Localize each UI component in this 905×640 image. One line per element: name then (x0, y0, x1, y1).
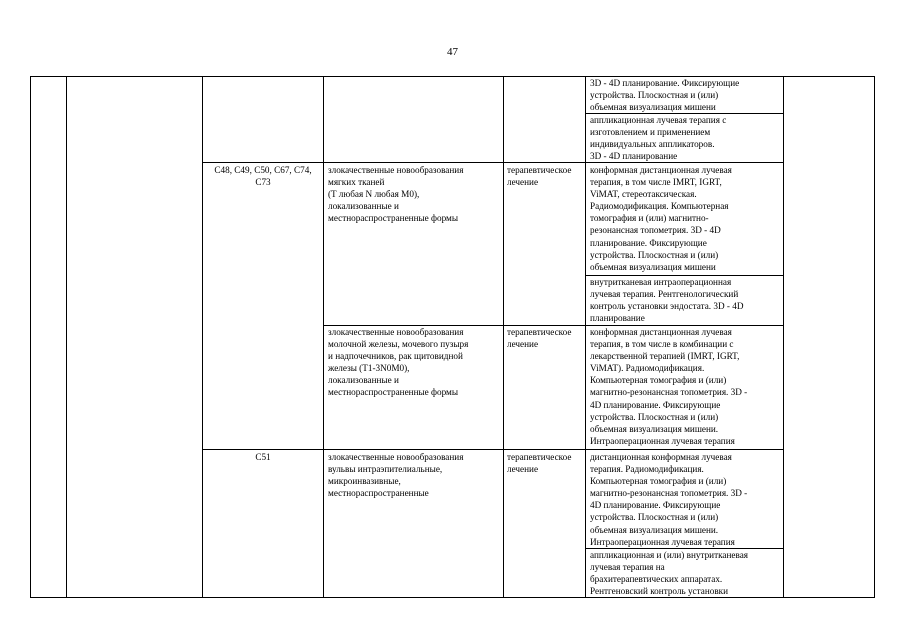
text-line: 3D - 4D планирование. Фиксирующие (590, 78, 740, 88)
methods-cell (590, 276, 744, 324)
text-line: магнитно-резонансная топометрия. 3D - (590, 488, 748, 499)
text-line: лучевая терапия. Рентгенологический (590, 289, 739, 300)
text-line: Радиомодификация. Компьютерная (590, 201, 729, 212)
text-line: объемная визуализация мишени. (590, 524, 719, 535)
text-line: 4D планирование. Фиксирующие (590, 399, 721, 410)
text-line: аппликационная и (или) внутритканевая (590, 550, 749, 560)
methods-cell (590, 164, 732, 273)
text-line: терапия, в том числе IMRT, IGRT, (590, 177, 722, 188)
diagnosis-cell (328, 451, 463, 499)
text-line: аппликационная лучевая терапия с (590, 115, 727, 125)
text-line: Компьютерная томография и (или) (590, 375, 727, 386)
text-line: конформная дистанционная лучевая (590, 327, 732, 337)
text-line: резонансная топометрия. 3D - 4D (590, 225, 721, 236)
text-line: контроль установки эндостата. 3D - 4D (590, 301, 744, 312)
methods-cell (590, 549, 748, 597)
text-line: локализованные и (328, 201, 399, 212)
text-line: объемная визуализация мишени. (590, 423, 719, 434)
text-line: молочной железы, мочевого пузыря (328, 339, 469, 350)
text-line: C48, C49, C50, C67, C74, (214, 165, 312, 175)
text-line: местнораспространенные формы (328, 213, 459, 224)
methods-cell (590, 114, 726, 162)
text-line: злокачественные новообразования (328, 165, 464, 175)
treatment-cell (507, 326, 571, 350)
icd-code-cell (203, 451, 323, 463)
text-line: лечение (507, 339, 539, 350)
text-line: объемная визуализация мишени (590, 261, 716, 272)
treatment-cell (507, 164, 571, 188)
text-line: планирование. Фиксирующие (590, 237, 707, 248)
text-line: лучевая терапия на (590, 562, 665, 573)
text-line: устройства. Плоскостная и (или) (590, 90, 719, 101)
text-line: ViMAT, стереотаксическая. (590, 189, 697, 200)
text-line: терапевтическое (507, 165, 572, 175)
text-line: 4D планирование. Фиксирующие (590, 500, 721, 511)
text-line: 3D - 4D планирование (590, 151, 678, 162)
text-line: Рентгеновский контроль установки (590, 586, 729, 597)
methods-cell (590, 77, 739, 113)
text-line: злокачественные новообразования (328, 327, 464, 337)
text-line: местнораспространенные формы (328, 387, 459, 398)
text-line: вульвы интраэпителиальные, (328, 464, 443, 475)
text-line: устройства. Плоскостная и (или) (590, 411, 719, 422)
text-line: C73 (255, 177, 271, 188)
text-line: лекарственной терапией (IMRT, IGRT, (590, 351, 740, 362)
text-line: Компьютерная томография и (или) (590, 476, 727, 487)
text-line: терапия, в том числе в комбинации с (590, 339, 734, 350)
text-line: планирование (590, 313, 645, 324)
text-line: Интраоперационная лучевая терапия (590, 435, 735, 446)
treatment-cell (507, 451, 571, 475)
diagnosis-cell (328, 326, 468, 399)
text-line: лечение (507, 177, 539, 188)
text-line: терапевтическое (507, 327, 572, 337)
text-line: терапия. Радиомодификация. (590, 464, 704, 475)
text-line: локализованные и (328, 375, 399, 386)
text-line: C51 (255, 452, 271, 462)
text-line: и надпочечников, рак щитовидной (328, 351, 463, 362)
text-line: (T любая N любая M0), (328, 189, 420, 200)
text-line: терапевтическое (507, 452, 572, 462)
text-line: устройства. Плоскостная и (или) (590, 249, 719, 260)
text-line: лечение (507, 464, 539, 475)
text-line: ViMAT). Радиомодификация. (590, 363, 705, 374)
methods-cell (590, 326, 747, 447)
text-line: железы (T1-3N0M0), (328, 363, 410, 374)
text-line: объемная визуализация мишени (590, 102, 716, 113)
text-line: индивидуальных аппликаторов. (590, 139, 715, 150)
text-line: внутритканевая интраоперационная (590, 277, 732, 287)
text-line: устройства. Плоскостная и (или) (590, 512, 719, 523)
text-line: местнораспространенные (328, 488, 429, 499)
text-line: брахитерапевтических аппаратах. (590, 574, 723, 585)
text-line: Интраоперационная лучевая терапия (590, 536, 735, 547)
diagnosis-cell (328, 164, 463, 224)
text-line: мягких тканей (328, 177, 385, 188)
methods-cell (590, 451, 747, 548)
text-line: магнитно-резонансная топометрия. 3D - (590, 387, 748, 398)
text-line: микроинвазивные, (328, 476, 401, 487)
text-line: конформная дистанционная лучевая (590, 165, 732, 175)
icd-code-cell (203, 164, 323, 188)
page-number: 47 (447, 46, 458, 58)
text-line: дистанционная конформная лучевая (590, 452, 732, 462)
text-line: злокачественные новообразования (328, 452, 464, 462)
text-line: изготовлением и применением (590, 127, 711, 138)
text-line: томография и (или) магнитно- (590, 213, 709, 224)
